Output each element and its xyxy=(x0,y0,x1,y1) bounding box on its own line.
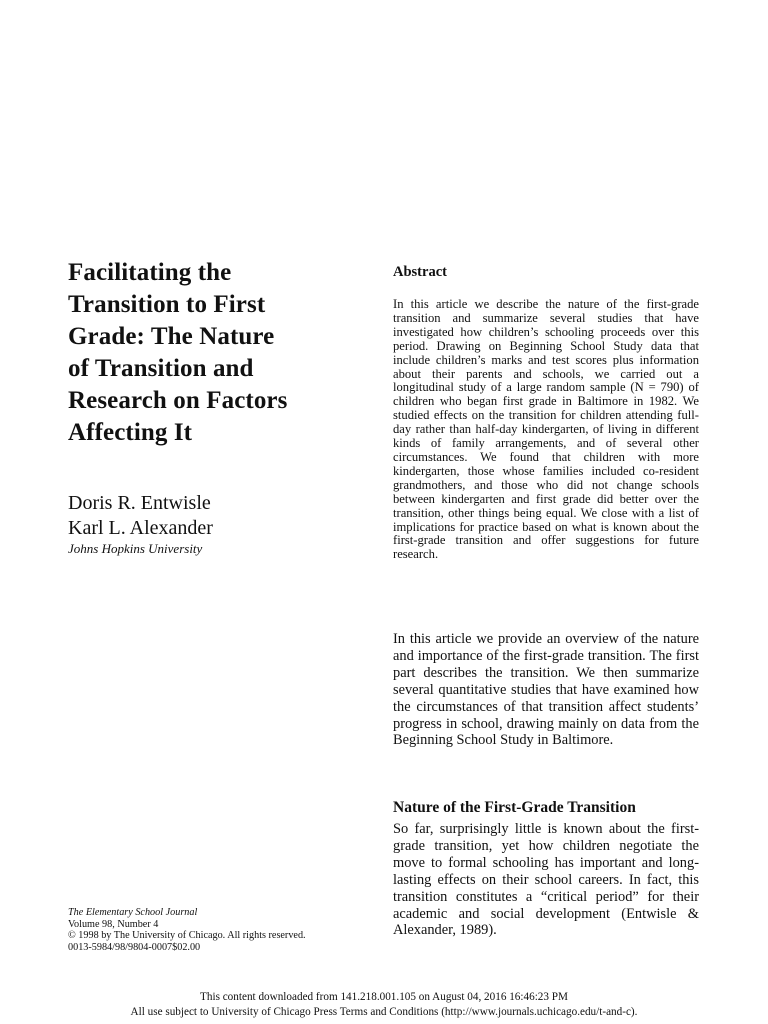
title-line: Grade: The Nature xyxy=(68,323,275,350)
intro-paragraph: In this article we provide an overview of the nature and importance of the first-grade transition. The first part describes the transition. We then summarize several quantitative studies that have examined how the circumstances of that transition affect students’ progress in school, drawing mainly on data from the Beginning School Study in Baltimore. xyxy=(393,631,699,749)
title-line: Affecting It xyxy=(68,419,193,446)
article-title xyxy=(68,257,358,449)
abstract-heading: Abstract xyxy=(393,264,447,280)
download-notice: This content downloaded from 141.218.001.105 on August 04, 2016 16:46:23 PM xyxy=(200,991,568,1003)
journal-name: The Elementary School Journal xyxy=(68,907,198,918)
section-heading: Nature of the First-Grade Transition xyxy=(393,799,636,816)
author-affiliation: Johns Hopkins University xyxy=(68,541,203,556)
title-line: Transition to First xyxy=(68,291,266,318)
journal-info xyxy=(68,907,368,953)
abstract-text: In this article we describe the nature of the first-grade transition and summarize several studies that have investigated how children’s schooling proceeds over this period. Drawing on Beginning School Study data that include children’s marks and test scores plus information about their parents and schools, we carried out a longitudinal study of a large random sample (N = 790) of children who began first grade in Baltimore in 1982. We studied effects on the transition for children attending full-day rather than half-day kindergarten, of living in different kinds of family arrangements, and of several other circumstances. We found that children with more kindergarten, those whose families included co-resident grandmothers, and those who did not change schools between kindergarten and first grade did better over the transition, other things being equal. We close with a list of implications for practice based on what is known about the first-grade transition and offer suggestions for future research. xyxy=(393,297,699,562)
download-footer xyxy=(0,990,768,1019)
author-name: Karl L. Alexander xyxy=(68,517,213,539)
title-line: Facilitating the xyxy=(68,259,232,286)
journal-volume: Volume 98, Number 4 xyxy=(68,918,159,930)
title-line: Research on Factors xyxy=(68,387,288,414)
author-name: Doris R. Entwisle xyxy=(68,492,211,514)
journal-code: 0013-5984/98/9804-0007$02.00 xyxy=(68,941,201,953)
section-paragraph: So far, surprisingly little is known about the first-grade transition, yet how children negotiate the move to formal schooling has important and long-lasting effects on their school careers. In fact, this transition constitutes a “critical period” for their academic and social development (Entwisle & Alexander, 1989). xyxy=(393,821,699,939)
title-line: of Transition and xyxy=(68,355,254,382)
journal-copyright: © 1998 by The University of Chicago. All rights reserved. xyxy=(68,930,306,942)
terms-notice: All use subject to University of Chicago Press Terms and Conditions (http://www.journals.uchicago.edu/t-and-c). xyxy=(130,1005,638,1018)
